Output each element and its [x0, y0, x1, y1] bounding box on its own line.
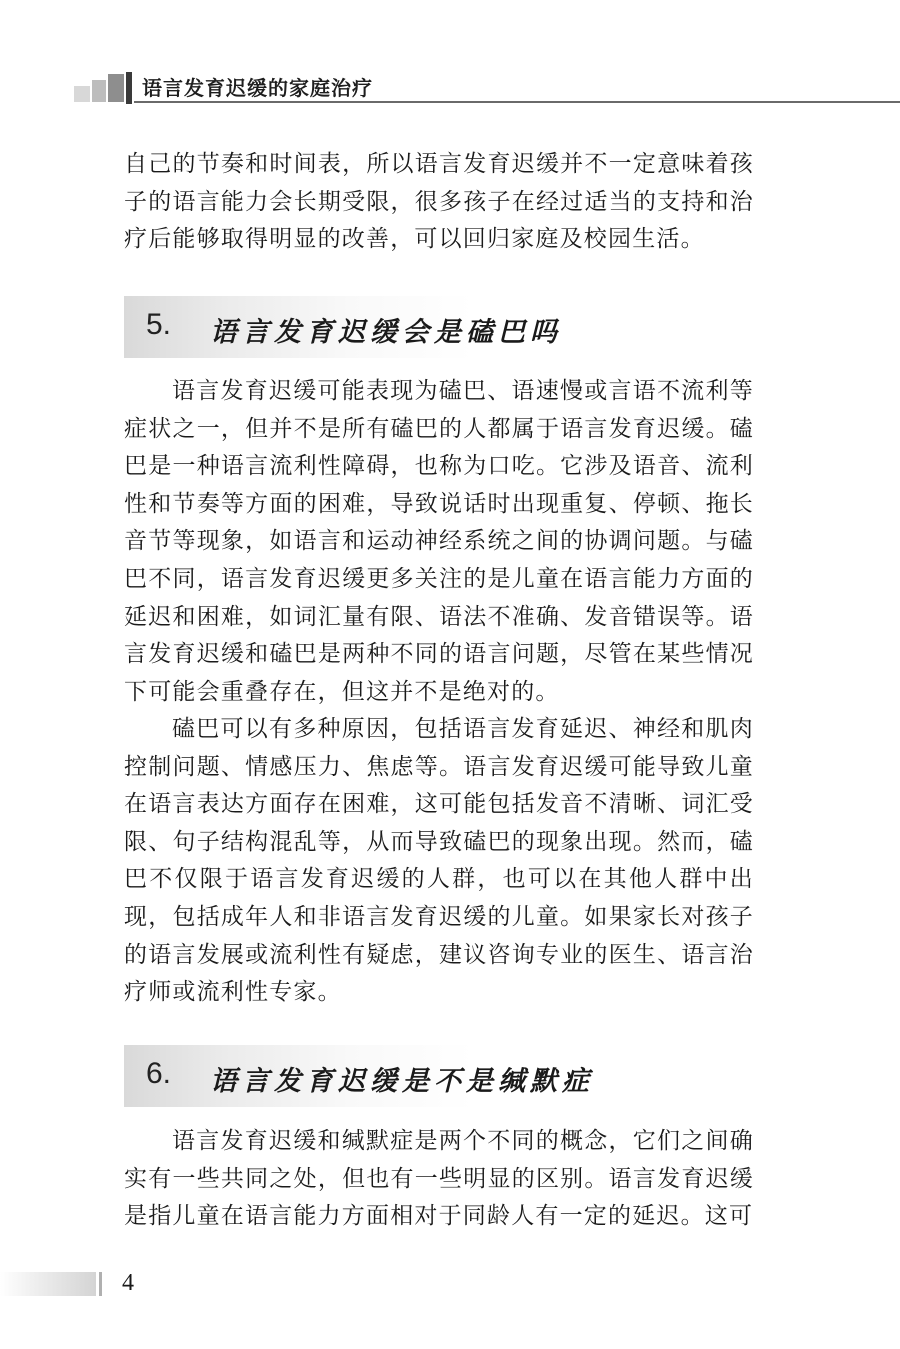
section-title: 语言发育迟缓会是磕巴吗: [210, 317, 562, 348]
header-block: [92, 80, 106, 102]
header-block: [108, 74, 124, 102]
header-rule: [134, 101, 900, 103]
body-paragraph: 磕巴可以有多种原因，包括语言发育延迟、神经和肌肉控制问题、情感压力、焦虑等。语言发育迟缓可能导致儿童在语言表达方面存在困难，这可能包括发音不清晰、词汇受限、句子结构混乱等，从而导致磕巴的现象出现。然而，磕巴不仅限于语言发育迟缓的人群，也可以在其他人群中出现，包括成年人和非语言发育迟缓的儿童。如果家长对孩子的语言发展或流利性有疑虑，建议咨询专业的医生、语言治疗师或流利性专家。: [124, 716, 754, 1006]
body-paragraph: 语言发育迟缓可能表现为磕巴、语速慢或言语不流利等症状之一，但并不是所有磕巴的人都属于语言发育迟缓。磕巴是一种语言流利性障碍，也称为口吃。它涉及语音、流利性和节奏等方面的困难，导致说话时出现重复、停顿、拖长音节等现象，如语言和运动神经系统之间的协调问题。与磕巴不同，语言发育迟缓更多关注的是儿童在语言能力方面的延迟和困难，如词汇量有限、语法不准确、发音错误等。语言发育迟缓和磕巴是两种不同的语言问题，尽管在某些情况下可能会重叠存在，但这并不是绝对的。: [124, 378, 754, 705]
section-title: 语言发育迟缓是不是缄默症: [210, 1066, 594, 1097]
section-heading: [124, 296, 624, 358]
footer-tick: [99, 1272, 102, 1296]
footer-bar: [0, 1272, 96, 1296]
page-number: 4: [122, 1270, 134, 1296]
section-number: 6.: [146, 1057, 172, 1090]
header-block: [126, 72, 132, 104]
section-heading: [124, 1045, 624, 1107]
body-paragraph: 自己的节奏和时间表，所以语言发育迟缓并不一定意味着孩子的语言能力会长期受限，很多孩子在经过适当的支持和治疗后能够取得明显的改善，可以回归家庭及校园生活。: [124, 151, 754, 253]
header-block: [74, 86, 90, 102]
body-paragraph: 语言发育迟缓和缄默症是两个不同的概念，它们之间确实有一些共同之处，但也有一些明显的区别。语言发育迟缓是指儿童在语言能力方面相对于同龄人有一定的延迟。这可: [124, 1128, 754, 1230]
running-title: 语言发育迟缓的家庭治疗: [142, 76, 373, 100]
section-number: 5.: [146, 308, 172, 341]
